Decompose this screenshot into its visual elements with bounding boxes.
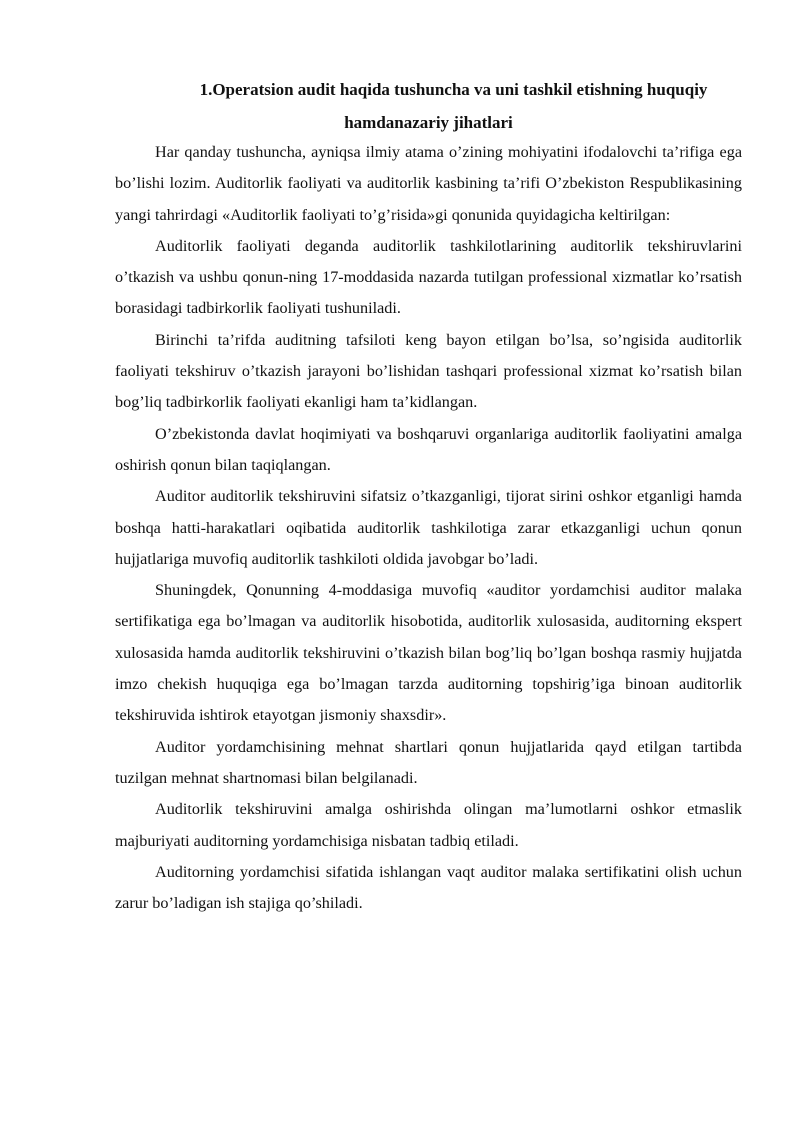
section-title-line-1: 1.Operatsion audit haqida tushuncha va uni tashkil etishning huquqiy [199, 80, 708, 99]
paragraph: Auditorlik faoliyati deganda auditorlik tashkilotlarining auditorlik tekshiruvlarini o’tkazish va ushbu qonun-ning 17-moddasida nazarda tutilgan professional xizmatlar ko’rsatish borasidagi tadbirkorlik faoliyati tushuniladi. [115, 236, 742, 318]
paragraph: Auditor yordamchisining mehnat shartlari qonun hujjatlarida qayd etilgan tartibda tuzilgan mehnat shartnomasi bilan belgilanadi. [115, 737, 742, 787]
paragraph: Auditorlik tekshiruvini amalga oshirishda olingan ma’lumotlarni oshkor etmaslik majburiyati auditorning yordamchisiga nisbatan tadbiq etiladi. [115, 800, 742, 850]
document-body [115, 137, 742, 919]
paragraph: Auditorning yordamchisi sifatida ishlangan vaqt auditor malaka sertifikatini olish uchun zarur bo’ladigan ish stajiga qo’shiladi. [115, 862, 742, 913]
paragraph: O’zbekistonda davlat hoqimiyati va boshqaruvi organlariga auditorlik faoliyatini amalga oshirish qonun bilan taqiqlangan. [115, 424, 742, 474]
paragraph: Auditor auditorlik tekshiruvini sifatsiz o’tkazganligi, tijorat sirini oshkor etganligi hamda boshqa hatti-harakatlari oqibatida auditorlik tashkilotiga zarar etkazganligi uchun qonun hujjatlariga muvofiq auditorlik tashkiloti oldida javobgar bo’ladi. [115, 487, 742, 568]
section-title [115, 73, 742, 139]
section-title-line-2: hamdanazariy jihatlari [344, 113, 513, 132]
paragraph: Har qanday tushuncha, ayniqsa ilmiy atama o’zining mohiyatini ifodalovchi ta’rifiga ega bo’lishi lozim. Auditorlik faoliyati va auditorlik kasbining ta’rifi O’zbekiston Respublikasining yangi tahrirdagi «Auditorlik faoliyati to’g’risida»gi qonunida quyidagicha keltirilgan: [115, 143, 742, 224]
paragraph: Shuningdek, Qonunning 4-moddasiga muvofiq «auditor yordamchisi auditor malaka sertifikatiga ega bo’lmagan va auditorlik hisobotida, auditorlik xulosasida, auditorning ekspert xulosasida hamda auditorlik tekshiruvini o’tkazish bilan bog’liq bo’lgan boshqa rasmiy hujjatda imzo chekish huquqiga ega bo’lmagan tarzda auditorning topshirig’iga binoan auditorlik tekshiruvida ishtirok etayotgan jismoniy shaxsdir». [115, 581, 742, 725]
paragraph: Birinchi ta’rifda auditning tafsiloti keng bayon etilgan bo’lsa, so’ngisida auditorlik faoliyati tekshiruv o’tkazish jarayoni bo’lishidan tashqari professional xizmat ko’rsatish bilan bog’liq tadbirkorlik faoliyati ekanligi ham ta’kidlangan. [115, 330, 742, 412]
